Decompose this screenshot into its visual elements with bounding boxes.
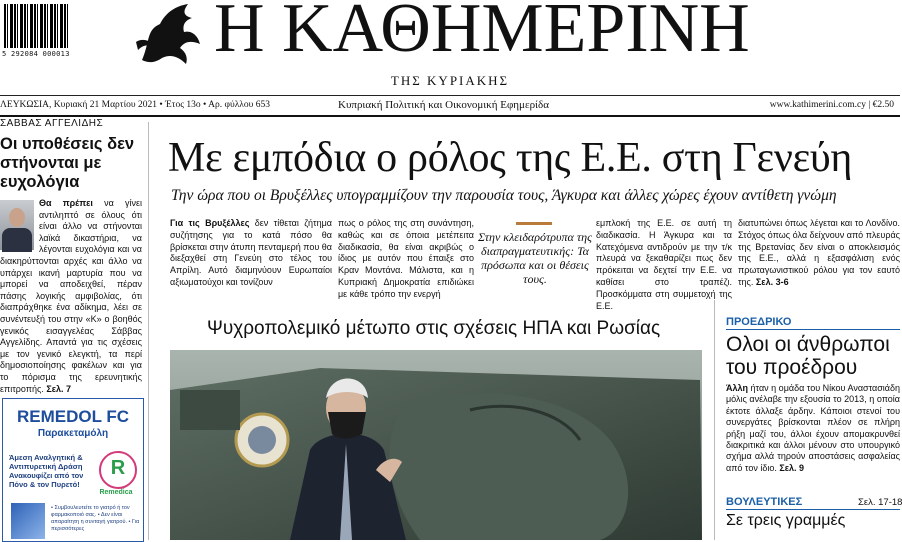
- ad-subtitle: Παρακεταμόλη: [37, 428, 109, 439]
- griffin-logo-icon: [132, 2, 204, 68]
- section-kicker-vouleftikes[interactable]: ΒΟΥΛΕΥΤΙΚΕΣ: [726, 496, 803, 508]
- right-column-divider: [714, 300, 715, 540]
- kicker-rule: [726, 329, 900, 330]
- main-headline[interactable]: Με εμπόδια ο ρόλος της Ε.Ε. στη Γενεύη: [168, 135, 853, 181]
- main-column-1: [170, 218, 332, 288]
- ad-bullets: • Συμβουλευτείτε το γιατρό ή τον φαρμακοποιό σας. • Δεν είναι απαραίτητη η συνταγή γιατρού. • Για περισσότερες: [51, 505, 140, 532]
- right-lead: Άλλη: [726, 383, 749, 393]
- left-page-ref[interactable]: Σελ. 7: [46, 383, 72, 394]
- left-body-text: να γίνει αντιληπτό σε όλους ότι είναι άλλο να στήνονται λαϊκά δικαστήρια, να λέγονται ευχολόγια και να διακηρύττονται αρχές και άλλο να υπάρχει ικανή μαρτυρία που να μπορεί να αποδειχθεί, πέραν πάσης λογικής αμφιβολίας, ότι διαπράχθηκε ένα αδίκημα, λέει σε συνέντευξή του στην «Κ» ο βοηθός γενικός εισαγγελέας Σάββας Αγγελίδης. Απαντά για τις σχέσεις με τον γενικό ελεγκτή, τα περί δημοσιοποίησης φακέλων και για το πόρισμα της ερευνητικής επιτροπής.: [0, 198, 142, 394]
- main-column-1-text: δεν τίθεται ζήτημα συζήτησης για το κατά πόσο θα βρίσκεται στην άτυπη πενταμερή που θα διεξαχθεί στη Γενεύη στο τέλος του Απρίλη. Αυτό διαμηνύουν Ευρωπαίοι αξιωματούχοι και τονίζουν: [170, 218, 332, 287]
- main-lead: Για τις Βρυξέλλες: [170, 218, 250, 228]
- main-column-4: [738, 218, 900, 288]
- main-column-2: πως ο ρόλος της στη συνάντηση, καθώς και σε όποια μετέπειτα διαδικασία, θα είναι ακριβώς ο ίδιος με αυτόν που έπαιξε στο Κραν Μοντάνα. Μάλιστα, και η Κυπριακή Δημοκρατία επιδιώκει με κάθε τρόπο την ενεργή: [338, 218, 474, 299]
- left-lead: Θα πρέπει: [39, 198, 93, 208]
- pull-quote-rule: [516, 222, 552, 225]
- masthead-title[interactable]: Η ΚΑΘΗΜΕΡΙΝΗ: [214, 0, 750, 67]
- masthead-subtitle: ΤΗΣ ΚΥΡΙΑΚΗΣ: [390, 73, 510, 88]
- right-headline-2[interactable]: Σε τρεις γραμμές: [726, 512, 846, 529]
- medicine-box-icon: [11, 503, 45, 539]
- right-headline-1[interactable]: Ολοι οι άνθρωποι του προέδρου: [726, 333, 890, 379]
- right-article-body: [726, 383, 900, 474]
- site-and-price[interactable]: www.kathimerini.com.cy | €2.50: [769, 100, 894, 110]
- main-deck: Την ώρα που οι Βρυξέλλες υπογραμμίζουν την παρουσία τους, Άγκυρα και άλλες χώρες έχουν αντίθετη γνώμη: [171, 187, 837, 204]
- author-name: ΣΑΒΒΑΣ ΑΓΓΕΛΙΔΗΣ: [0, 118, 104, 129]
- tagline: Κυπριακή Πολιτική και Οικονομική Εφημερίδα: [338, 99, 549, 111]
- kicker-rule-2: [726, 509, 900, 510]
- ad-brand: Remedica: [99, 489, 133, 496]
- dateline: ΛΕΥΚΩΣΙΑ, Κυριακή 21 Μαρτίου 2021 • Έτος 13ο • Αρ. φύλλου 653: [0, 100, 270, 110]
- pull-quote: Στην κλειδαρότρυπα της διαπραγματευτικής: Τα πρόσωπα και οι θέσεις τους.: [478, 230, 592, 286]
- left-article-body: [0, 198, 142, 395]
- right-page-ref[interactable]: Σελ. 9: [779, 462, 805, 473]
- ad-claim: Άμεση Αναλγητική & Αντιπυρετική Δράση Ανακουφίζει από τον Πόνο & τον Πυρετό!: [9, 453, 84, 489]
- masthead-rule: [0, 95, 900, 96]
- left-headline[interactable]: Οι υποθέσεις δεν στήνονται με ευχολόγια: [0, 135, 135, 191]
- remedol-advert[interactable]: [2, 398, 144, 542]
- remedica-logo-icon: R: [99, 451, 137, 489]
- page-ref-17-18[interactable]: Σελ. 17-18: [858, 497, 902, 508]
- section-kicker-proedriko[interactable]: ΠΡΟΕΔΡΙΚΟ: [726, 316, 792, 328]
- ad-title: REMEDOL FC: [16, 407, 130, 426]
- main-column-3: εμπλοκή της Ε.Ε. σε αυτή τη διαδικασία. Η Άγκυρα και τα Κατεχόμενα αντιδρούν με την τ/κ πλευρά να ξεκαθαρίζει πως δεν πρόκειται να δεχτεί την Ε.Ε. να καθίσει στο τραπέζι. Προσκόμματα στη συμμετοχή της Ε.Ε.: [596, 218, 732, 311]
- author-photo: [0, 200, 34, 250]
- second-headline[interactable]: Ψυχροπολεμικό μέτωπο στις σχέσεις ΗΠΑ και Ρωσίας: [207, 318, 661, 339]
- main-column-4-text: διατυπώνει όπως λέγεται και το Λονδίνο. Στόχος όπως όλα δείχνουν από πλευράς της Βρετανίας δεν είναι ο αποκλεισμός της Ε.Ε., αλλά η εξασφάλιση ενός πρωταγωνιστικού ρόλου για τον εαυτό της.: [738, 218, 900, 287]
- main-page-ref[interactable]: Σελ. 3-6: [755, 276, 789, 287]
- barcode-bars: [4, 4, 68, 48]
- right-body-text: ήταν η ομάδα του Νίκου Αναστασιάδη μόλις ανέλαβε την εξουσία το 2013, η οποία έκτοτε άλλαξε άρδην. Κάποιοι στενοί του συνεργάτες βρίσκονται πλέον σε πλήρη ρήξη μαζί του, άλλοι έχουν απομακρυνθεί διακριτικά και άλλοι μένουν στο υπουργικό σχήμα αλλά τηρούν αποστάσεις ασφαλείας από τον ίδιο.: [726, 383, 900, 473]
- column-divider: [148, 122, 149, 540]
- masthead-bottom-rule: [0, 115, 900, 117]
- barcode-number: 5 292084 000013: [2, 50, 70, 58]
- news-photo[interactable]: [170, 350, 702, 540]
- barcode: [0, 0, 70, 62]
